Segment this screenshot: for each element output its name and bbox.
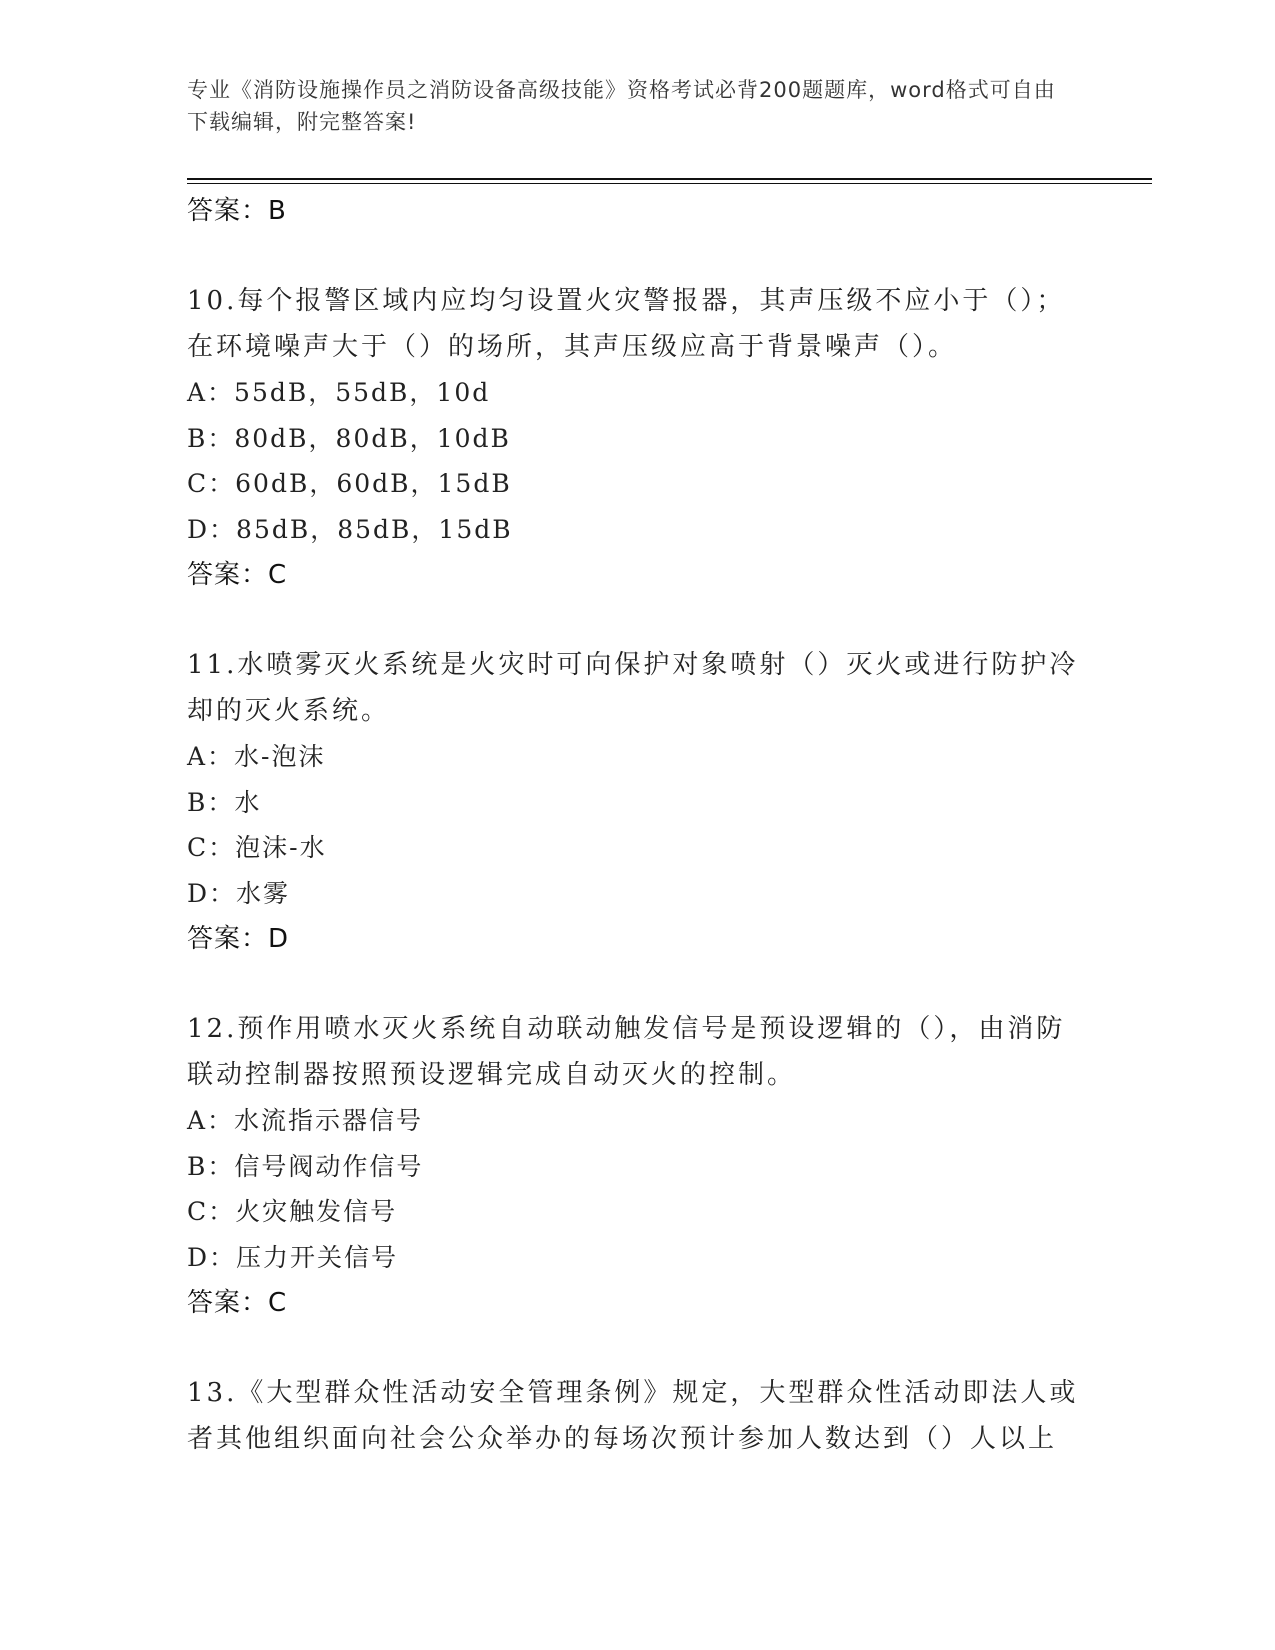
answer-line: 答案：B (187, 196, 287, 226)
option-b: B：80dB，80dB，10dB (187, 423, 511, 453)
option-c: C：泡沫-水 (187, 833, 327, 862)
question-text: 10.每个报警区域内应均匀设置火灾警报器，其声压级不应小于（）；在环境噪声大于（）的场所，其声压级应高于背景噪声（）。 (187, 286, 1066, 362)
question-text: 13.《大型群众性活动安全管理条例》规定，大型群众性活动即法人或者其他组织面向社会公众举办的每场次预计参加人数达到（）人以上 (187, 1378, 1079, 1454)
answer-line: 答案：D (187, 924, 290, 954)
question-text: 11.水喷雾灭火系统是火灾时可向保护对象喷射（）灭火或进行防护冷却的灭火系统。 (187, 650, 1079, 726)
question-item (187, 1370, 1087, 1462)
question-item (187, 642, 1087, 962)
option-a: A：55dB，55dB，10d (187, 378, 491, 407)
option-a: A：水-泡沫 (187, 742, 326, 771)
option-c: C：60dB，60dB，15dB (187, 469, 512, 498)
option-d: D：压力开关信号 (187, 1242, 399, 1272)
question-item (187, 278, 1087, 598)
option-d: D：水雾 (187, 878, 291, 908)
page-header: 专业《消防设施操作员之消防设备高级技能》资格考试必背200题题库，word格式可自由下载编辑，附完整答案! (187, 78, 1056, 134)
option-b: B：水 (187, 787, 262, 817)
question-text: 12.预作用喷水灭火系统自动联动触发信号是预设逻辑的（），由消防联动控制器按照预设逻辑完成自动灭火的控制。 (187, 1014, 1066, 1090)
question-item (187, 1006, 1087, 1326)
header-rule-thin (187, 183, 1152, 184)
option-d: D：85dB，85dB，15dB (187, 514, 513, 544)
header-rule-thick (187, 178, 1152, 180)
option-b: B：信号阀动作信号 (187, 1151, 424, 1181)
answer-line: 答案：C (187, 560, 288, 590)
option-a: A：水流指示器信号 (187, 1106, 424, 1135)
question-list (187, 188, 1087, 1462)
answer-line: 答案：C (187, 1288, 288, 1318)
option-c: C：火灾触发信号 (187, 1197, 398, 1226)
